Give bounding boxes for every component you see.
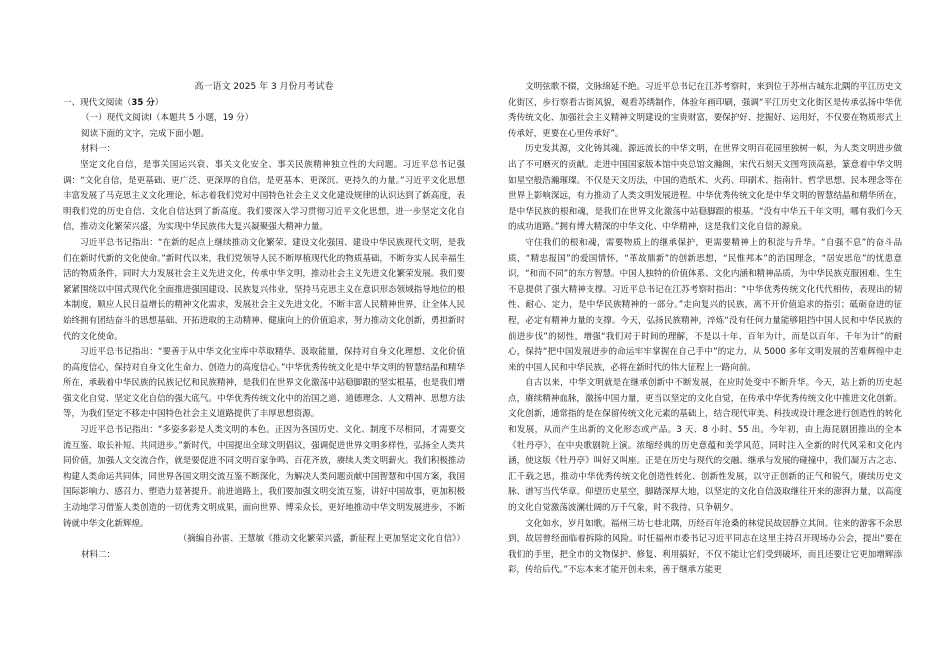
section-points: 35 分 [131, 97, 155, 108]
section-heading-end: ） [154, 97, 164, 108]
left-paragraph-2: 习近平总书记指出：“在新的起点上继续推动文化繁荣、建设文化强国、建设中华民族现代文明，是我们在新时代新的文化使命。”新时代以来，我们党领导人民不断厚植现代化的物质基础，不断夯实人民幸福生活的物质条件，同时大力发展社会主义先进文化，传承中华文明，推动社会主义先进文化繁荣发展。我们要紧紧围绕以中国式现代化全面推进强国建设、民族复兴伟业，坚持马克思主义在意识形态领域指导地位的根本制度，顺应人民日益增长的精神文化需求，发展社会主义先进文化，不断丰富人民精神世界，让全体人民始终拥有团结奋斗的思想基础、开拓进取的主动精神、健康向上的价值追求，努力推动文化创新，勇担新时代的文化使命。 [63, 237, 465, 342]
source-citation: （摘编自孙雷、王慧敏《推动文化繁荣兴盛，新征程上更加坚定文化自信》） [178, 534, 465, 545]
left-column [63, 80, 465, 563]
subsection-heading: （一）现代文阅读Ⅰ（本题共 5 小题，19 分） [81, 113, 254, 124]
right-paragraph-1: 文明弦歌不辍，文脉绵延不绝。习近平总书记在江苏考察时，来到位于苏州古城东北隅的平江历史文化街区，步行察看古街风貌，观看苏绣制作，体验年画印刷，强调“平江历史文化街区是传承弘扬中华优秀传统文化、加强社会主义精神文明建设的宝贵财富，要保护好、挖掘好、运用好，不仅要在物质形式上传承好，更要在心里传承好”。 [508, 82, 902, 139]
left-paragraph-1: 坚定文化自信，是事关国运兴衰、事关文化安全、事关民族精神独立性的大问题。习近平总书记强调：“文化自信，是更基础、更广泛、更深厚的自信，是更基本、更深沉、更持久的力量。”习近平文化思想丰富发展了马克思主义文化理论，标志着我们党对中国特色社会主义文化建设规律的认识达到了新高度，表明我们党的历史自信、文化自信达到了新高度。我们要深入学习贯彻习近平文化思想，进一步坚定文化自信，推动文化繁荣兴盛，为实现中华民族伟大复兴凝聚强大精神力量。 [63, 159, 465, 233]
reading-instruction: 阅读下面的文字，完成下面小题。 [81, 128, 210, 139]
left-paragraph-4: 习近平总书记指出：“多姿多彩是人类文明的本色。正因为各国历史、文化、制度不尽相同，才需要交流互鉴、取长补短、共同进步。”新时代，中国提出全球文明倡议，强调促进世界文明多样性，弘扬全人类共同价值，加强人文交流合作，就是要促进不同文明百家争鸣、百花齐放，赓续人类文明薪火。我们积极推动构建人类命运共同体，同世界各国文明交流互鉴不断深化，为解决人类问题贡献中国智慧和中国方案，我国国际影响力、感召力、塑造力显著提升。前进道路上，我们要加强文明交流互鉴，讲好中国故事，更加积极主动地学习借鉴人类创造的一切优秀文明成果，面向世界、博采众长，更好地推动中华文明发展进步，不断铸就中华文化新辉煌。 [63, 425, 465, 529]
left-paragraph-3: 习近平总书记指出：“要善于从中华文化宝库中萃取精华、汲取能量，保持对自身文化理想、文化价值的高度信心，保持对自身文化生命力、创造力的高度信心。”中华优秀传统文化是中华文明的智慧结晶和精华所在，承载着中华民族的民族记忆和民族精神，是我们在世界文化激荡中站稳脚跟的坚实根基，也是我们增强文化自觉、坚定文化自信的强大底气。中华优秀传统文化中的治国之道、道德理念、人文精神、思想方法等，为我们坚定不移走中国特色社会主义道路提供了丰厚思想资源。 [63, 347, 465, 420]
right-paragraph-3: 守住我们的根和魂，需要物质上的继承保护，更需要精神上的积淀与升华。“自强不息”的奋斗品质，“精忠报国”的爱国情怀，“革故鼎新”的创新思想，“民惟邦本”的治国理念，“居安思危”的忧患意识，“和而不同”的东方智慧。中国人独特的价值体系、文化内涵和精神品质，为中华民族克服困难、生生不息提供了强大精神支撑。习近平总书记在江苏考察时指出：“中华优秀传统文化代代相传，表现出的韧性、耐心、定力，是中华民族精神的一部分。”走向复兴的民族，离不开价值追求的指引；砥砺奋进的征程，必定有精神力量的支撑。今天，弘扬民族精神，淬炼“没有任何力量能够阻挡中国人民和中华民族的前进步伐”的韧性，增强“我们对于时间的理解，不是以十年、百年为计，而是以百年、千年为计”的耐心，保持“把中国发展进步的命运牢牢掌握在自己手中”的定力，从 5000 多年文明发展的苦难辉煌中走来的中国人民和中华民族，必将在新时代的伟大征程上一路向前。 [508, 237, 902, 373]
exam-title: 高一语文 2025 年 3 月份月考试卷 [194, 82, 334, 92]
material-one-label: 材料一： [81, 144, 116, 155]
right-paragraph-2: 历史发其源，文化铸其魂。源远流长的中华文明，在世界文明百花园里独树一帜，为人类文明进步做出了不可磨灭的贡献。走进中国国家版本馆中央总馆文瀚阁，宋代石刻天文图弯顶高悬，篆意着中华文明如星空般浩瀚璀璨。不仅是天文历法，中国的造纸术、火药、印刷术、指南针、哲学思想、民本理念等在世界上影响深远，有力推动了人类文明发展进程。中华优秀传统文化是中华文明的智慧结晶和精华所在，是中华民族的根和魂，是我们在世界文化激荡中站稳脚跟的根基。“没有中华五千年文明，哪有我们今天的成功道路。”拥有博大精深的中华文化、中华精神，这是我们文化自信的源泉。 [508, 144, 902, 233]
right-column [508, 80, 902, 579]
section-heading-label: 一、现代文阅读（ [63, 97, 132, 108]
right-paragraph-4: 自古以来，中华文明就是在继承创新中不断发展，在应时处变中不断升华。今天，站上新的历史起点，赓续精神血脉，激扬中国力量，更当以坚定的文化自觉，在传承中华优秀传统文化中推进文化创新。文化创新，通常指的是在保留传统文化元素的基础上，结合现代审美、科技或设计理念进行创造性的转化和发展，从而产生出新的文化形态或产品。3 天、8 小时、55 出。今年初，由上海昆剧团推出的全本《牡丹亭》，在中央歌剧院上演。浓缩经典的历史意蕴和美学风范，同时注入全新的时代风采和文化内涵，使这版《牡丹亭》叫好又叫座。正是在历史与现代的交融、继承与发展的碰撞中，我们凝万古之志、汇千载之思，推动中华优秀传统文化创造性转化、创新性发展，以守正创新的正气和锐气，赓续历史文脉、谱写当代华章。仰望历史星空，脚踏深厚大地，以坚定的文化自信汲取继往开来的澎湃力量，以高度的文化自觉激荡波澜壮阔的万千气象，时不我待、只争朝夕。 [508, 378, 902, 514]
right-paragraph-5: 文化如水，岁月如歌。福州三坊七巷北隅，历经百年沧桑的林觉民故居静立其间。往来的游客不余思到，故居曾经面临着拆除的风险。时任福州市委书记习近平同志在这里主持召开现场办公会，提出“要在我们的手里，把全市的文物保护、修复、利用搞好，不仅不能让它们受到破坏，而且还要让它更加增辉添彩，传给后代。”不忘本来才能开创未来，善于继承方能更 [508, 518, 902, 576]
section-heading [63, 96, 465, 112]
material-two-label: 材料二： [81, 549, 116, 560]
